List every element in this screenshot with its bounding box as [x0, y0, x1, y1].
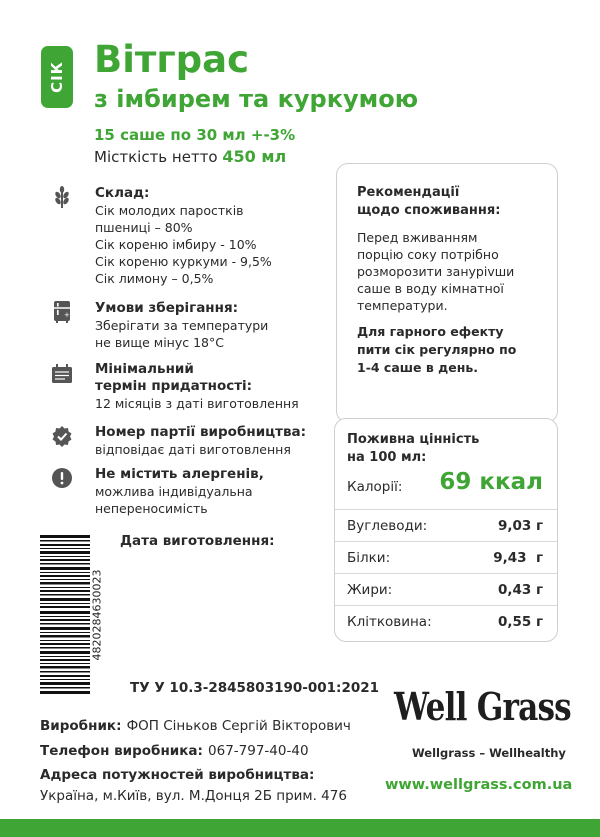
nutrition-label: Жири: — [347, 581, 393, 598]
recommendation-title: щодо споживання: — [357, 203, 501, 218]
product-title: Вітграс — [94, 38, 250, 81]
calendar-icon — [51, 363, 73, 385]
barcode-number: 4820284630023 — [90, 569, 104, 661]
composition-line: Сік кореню куркуми - 9,5% — [95, 254, 272, 269]
nutrition-row — [335, 605, 557, 637]
storage-section — [95, 300, 268, 351]
nutrition-row — [335, 573, 557, 605]
manufacturer-value: ФОП Сіньков Сергій Вікторович — [126, 718, 351, 734]
manufacturer-info — [40, 713, 351, 805]
batch-section — [95, 424, 306, 458]
net-volume-value: 450 мл — [222, 147, 287, 166]
manufacturer-label: Виробник: — [40, 718, 122, 734]
phone-value: 067-797-40-40 — [208, 743, 309, 759]
fridge-icon — [51, 301, 73, 323]
batch-text: відповідає даті виготовлення — [95, 442, 291, 457]
address-value: Україна, м.Київ, вул. М.Донця 2Б прим. 476 — [40, 788, 347, 804]
product-type-label: СІК — [47, 61, 66, 93]
recommendation-line: порцію соку потрібно — [357, 247, 499, 262]
recommendation-content — [357, 184, 547, 377]
allergens-title: Не містить алергенів, — [95, 466, 264, 482]
product-subtitle: з імбирем та куркумою — [94, 85, 419, 113]
recommendation-bold-line: Для гарного ефекту — [357, 324, 504, 339]
composition-line: Сік молодих паростків — [95, 203, 244, 218]
storage-line: не вище мінус 18°С — [95, 335, 224, 350]
shelf-life-title: термін придатності: — [95, 378, 253, 394]
shelf-life-text: 12 місяців з даті виготовлення — [95, 396, 299, 411]
nutrition-value: 9,03 г — [497, 517, 543, 534]
website-link[interactable]: www.wellgrass.com.ua — [385, 777, 573, 793]
nutrition-row — [335, 541, 557, 573]
nutrition-title — [347, 431, 479, 467]
shelf-life-section — [95, 361, 299, 412]
recommendation-box — [336, 163, 558, 423]
composition-line: Сік кореню імбиру - 10% — [95, 237, 257, 252]
nutrition-label: Клітковина: — [347, 613, 432, 630]
net-volume-label: Місткість нетто — [94, 148, 218, 166]
calories-label: Калорії: — [347, 479, 403, 495]
wheat-icon — [51, 186, 73, 208]
pack-info: 15 саше по 30 мл +-3% — [94, 126, 296, 144]
net-volume — [94, 147, 286, 166]
batch-title: Номер партії виробництва: — [95, 424, 307, 440]
phone-label: Телефон виробника: — [40, 743, 203, 759]
exclamation-icon — [51, 467, 73, 489]
nutrition-label: Білки: — [347, 549, 391, 566]
address-label: Адреса потужностей виробництва: — [40, 767, 315, 783]
recommendation-bold-line: пити сік регулярно по — [357, 342, 517, 357]
production-date-label: Дата виготовлення: — [120, 533, 275, 549]
brand-logo: Well Grass — [394, 684, 571, 729]
recommendation-line: Перед вживанням — [357, 230, 478, 245]
allergens-line: непереносимість — [95, 501, 208, 516]
calories-value: 69 ккал — [439, 469, 543, 495]
svg-text:+: + — [64, 311, 70, 319]
nutrition-title-line: на 100 мл: — [347, 450, 427, 465]
composition-section — [95, 185, 272, 287]
storage-title: Умови зберігання: — [95, 300, 239, 316]
nutrition-label: Вуглеводи: — [347, 517, 428, 534]
recommendation-title: Рекомендації — [357, 185, 460, 200]
nutrition-value: 0,43 г — [497, 581, 543, 598]
recommendation-line: температури. — [357, 298, 448, 313]
nutrition-title-line: Поживна цінність — [347, 432, 480, 447]
nutrition-value: 9,43 г — [493, 549, 543, 566]
barcode — [40, 535, 106, 695]
recommendation-line: розморозити занурivши — [357, 264, 515, 279]
shelf-life-title: Мінімальний — [95, 361, 194, 377]
product-type-tag — [41, 46, 73, 108]
recommendation-line: саше в воду кімнатної — [357, 281, 504, 296]
bottom-accent-bar — [0, 819, 600, 837]
storage-line: Зберігати за температури — [95, 318, 269, 333]
tu-standard: ТУ У 10.3-2845803190-001:2021 — [130, 680, 380, 696]
badge-check-icon — [51, 425, 73, 447]
composition-line: пшениці – 80% — [95, 220, 193, 235]
allergens-section — [95, 466, 264, 517]
nutrition-box — [334, 418, 558, 642]
nutrition-value: 0,55 г — [497, 613, 543, 630]
nutrition-row — [335, 509, 557, 541]
composition-line: Сік лимону – 0,5% — [95, 271, 214, 286]
allergens-line: можлива індивідуальна — [95, 484, 253, 499]
recommendation-bold-line: 1-4 саше в день. — [357, 360, 479, 375]
brand-slogan: Wellgrass – Wellhealthy — [412, 746, 566, 760]
composition-title: Склад: — [95, 185, 150, 201]
